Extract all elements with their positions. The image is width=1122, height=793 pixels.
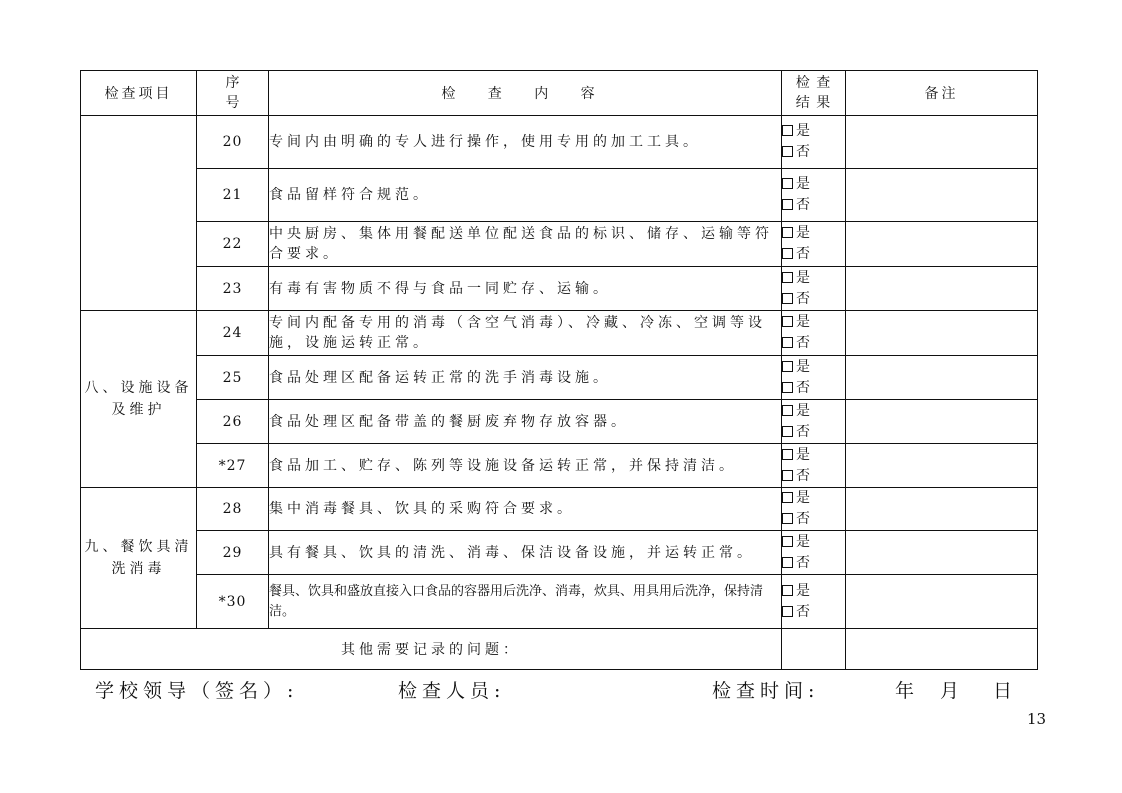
row-content: 具有餐具、饮具的清洗、消毒、保洁设备设施，并运转正常。 [269,531,782,575]
row-seq: 26 [197,400,269,444]
option-no[interactable] [782,142,845,163]
header-result-line1: 检 查 [795,75,832,91]
checkbox-icon [782,405,793,416]
result-options [782,116,846,169]
option-no-label: 否 [796,246,810,262]
row-seq: 29 [197,531,269,575]
checkbox-icon [782,470,793,481]
checkbox-icon [782,178,793,189]
table-header-row [81,71,1038,116]
result-options [782,531,846,575]
option-no-label: 否 [796,144,810,160]
option-yes-label: 是 [796,269,810,286]
header-content: 检 查 内 容 [269,71,782,116]
table-row [81,400,1038,444]
checkbox-icon [782,606,793,617]
table-row [81,444,1038,488]
result-options [782,222,846,267]
year-label: 年 [895,680,920,702]
result-options [782,267,846,311]
note-cell[interactable] [846,267,1038,311]
option-yes-label: 是 [796,314,810,330]
note-cell[interactable] [846,444,1038,488]
result-options [782,575,846,629]
checkbox-icon [782,316,793,327]
option-no[interactable] [782,466,845,487]
checkbox-icon [782,227,793,238]
option-yes-label: 是 [796,225,810,241]
checkbox-icon [782,492,793,503]
option-no[interactable] [782,195,845,216]
row-content: 有毒有害物质不得与食品一同贮存、运输。 [269,267,782,311]
other-issues-result-cell[interactable] [782,629,846,670]
option-no-label: 否 [796,603,810,620]
result-options [782,311,846,356]
header-seq-line1: 序 [225,75,240,91]
row-content: 专间内配备专用的消毒（含空气消毒）、冷藏、冷冻、空调等设施，设施运转正常。 [269,311,782,356]
inspection-time-label: 检查时间: [712,680,820,702]
option-no-label: 否 [796,379,810,396]
row-seq: 24 [197,311,269,356]
row-seq: *27 [197,444,269,488]
row-content: 集中消毒餐具、饮具的采购符合要求。 [269,488,782,531]
checkbox-icon [782,426,793,437]
header-note: 备注 [846,71,1038,116]
row-content: 食品加工、贮存、陈列等设施设备运转正常，并保持清洁。 [269,444,782,488]
option-yes[interactable] [782,174,845,195]
checkbox-icon [782,146,793,157]
checkbox-icon [782,361,793,372]
option-no-label: 否 [796,511,810,527]
category-line1: 九、餐饮具清 [84,539,193,555]
result-options [782,400,846,444]
option-no-label: 否 [796,290,810,307]
note-cell[interactable] [846,222,1038,267]
inspector-label: 检查人员: [398,680,506,702]
note-cell[interactable] [846,356,1038,400]
row-seq: 25 [197,356,269,400]
checkbox-icon [782,557,793,568]
option-no-label: 否 [796,467,810,484]
table-row [81,575,1038,629]
row-seq: 23 [197,267,269,311]
option-no[interactable] [782,509,845,530]
day-label: 日 [993,680,1018,702]
row-seq: 28 [197,488,269,531]
checkbox-icon [782,536,793,547]
note-cell[interactable] [846,488,1038,531]
note-cell[interactable] [846,400,1038,444]
row-content: 食品处理区配备运转正常的洗手消毒设施。 [269,356,782,400]
table-row [81,222,1038,267]
option-yes-label: 是 [796,490,810,506]
note-cell[interactable] [846,116,1038,169]
option-yes[interactable] [782,532,845,553]
result-options [782,169,846,222]
header-result-line2: 结 果 [795,95,832,111]
option-no[interactable] [782,602,845,623]
option-yes-label: 是 [796,533,810,550]
option-yes[interactable] [782,445,845,466]
option-yes-label: 是 [796,446,810,463]
note-cell[interactable] [846,531,1038,575]
checkbox-icon [782,293,793,304]
checkbox-icon [782,513,793,524]
category-cell-tableware [81,488,197,629]
checkbox-icon [782,449,793,460]
note-cell[interactable] [846,575,1038,629]
other-issues-label: 其他需要记录的问题： [81,629,782,670]
checkbox-icon [782,199,793,210]
option-yes[interactable] [782,581,845,602]
option-yes[interactable] [782,488,845,509]
checkbox-icon [782,125,793,136]
table-row [81,531,1038,575]
option-no[interactable] [782,553,845,574]
option-yes[interactable] [782,357,845,378]
row-seq: 22 [197,222,269,267]
checkbox-icon [782,382,793,393]
option-yes-label: 是 [796,402,810,419]
row-content: 食品处理区配备带盖的餐厨废弃物存放容器。 [269,400,782,444]
inspection-table [80,70,1038,670]
header-result [782,71,846,116]
table-row [81,488,1038,531]
header-seq [197,71,269,116]
option-yes-label: 是 [796,582,810,599]
note-cell[interactable] [846,169,1038,222]
row-content: 专间内由明确的专人进行操作，使用专用的加工工具。 [269,116,782,169]
option-no-label: 否 [796,335,810,351]
option-yes[interactable] [782,223,845,244]
category-line2: 及维护 [111,402,166,418]
option-no-label: 否 [796,197,810,213]
option-no[interactable] [782,422,845,443]
header-seq-line2: 号 [225,95,240,111]
row-content: 中央厨房、集体用餐配送单位配送食品的标识、储存、运输等符合要求。 [269,222,782,267]
category-line2: 洗消毒 [111,561,166,577]
option-no[interactable] [782,244,845,265]
option-yes-label: 是 [796,123,810,139]
checkbox-icon [782,248,793,259]
option-yes[interactable] [782,268,845,289]
row-seq: 21 [197,169,269,222]
result-options [782,356,846,400]
row-content: 餐具、饮具和盛放直接入口食品的容器用后洗净、消毒，炊具、用具用后洗净，保持清洁。 [269,575,782,629]
checkbox-icon [782,272,793,283]
row-seq: 20 [197,116,269,169]
row-content: 食品留样符合规范。 [269,169,782,222]
option-yes-label: 是 [796,358,810,375]
other-issues-note-cell[interactable] [846,629,1038,670]
option-yes-label: 是 [796,176,810,192]
other-issues-row [81,629,1038,670]
month-label: 月 [940,680,965,702]
table-row [81,169,1038,222]
category-cell-facilities [81,311,197,488]
note-cell[interactable] [846,311,1038,356]
option-no[interactable] [782,289,845,310]
result-options [782,444,846,488]
option-no[interactable] [782,378,845,399]
category-cell-continued [81,116,197,311]
category-line1: 八、设施设备 [84,380,193,396]
leader-signature-label: 学校领导（签名）: [95,680,299,702]
option-yes[interactable] [782,121,845,142]
checkbox-icon [782,585,793,596]
option-yes[interactable] [782,401,845,422]
row-seq: *30 [197,575,269,629]
option-no-label: 否 [796,423,810,440]
page-number: 13 [1027,710,1047,728]
option-no[interactable] [782,333,845,354]
option-no-label: 否 [796,554,810,571]
table-row [81,356,1038,400]
option-yes[interactable] [782,312,845,333]
table-row [81,267,1038,311]
header-category: 检查项目 [81,71,197,116]
table-row [81,116,1038,169]
table-row [81,311,1038,356]
checkbox-icon [782,337,793,348]
result-options [782,488,846,531]
